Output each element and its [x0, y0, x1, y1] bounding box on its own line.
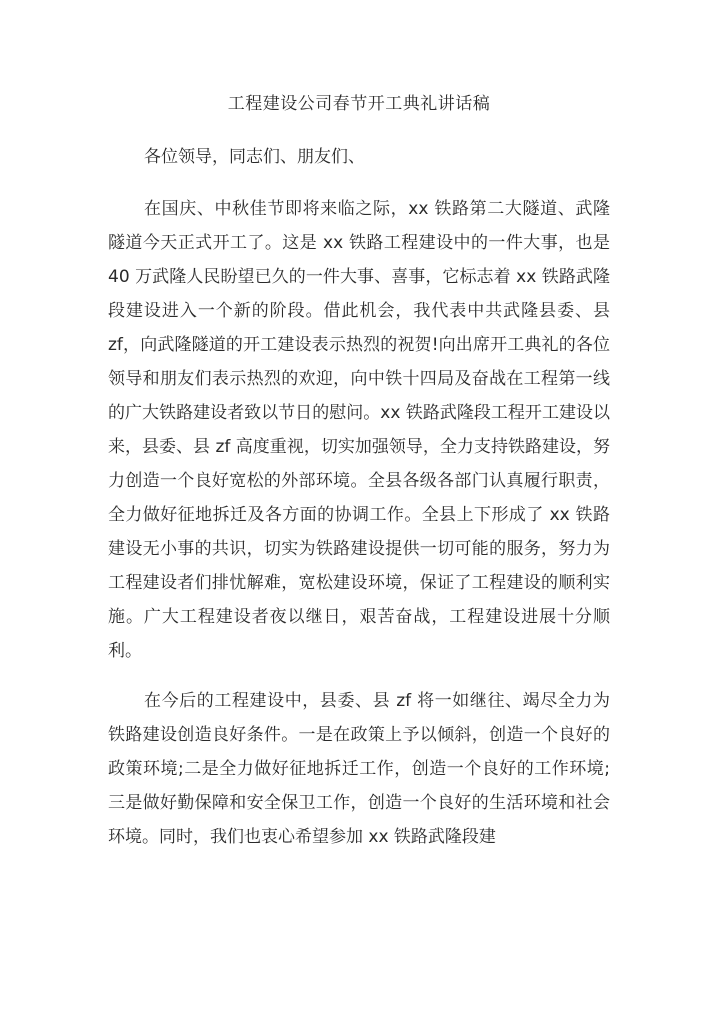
body-paragraph-1: 在国庆、中秋佳节即将来临之际，xx 铁路第二大隧道、武隆隧道今天正式开工了。这是 xx 铁路工程建设中的一件大事，也是 40 万武隆人民盼望已久的一件大事、喜事，它标志着 xx 铁路武隆段建设进入一个新的阶段。借此机会，我代表中共武隆县委、县 zf，向武隆隧道的开工建设表示热烈的祝贺!向出席开工典礼的各位领导和朋友们表示热烈的欢迎，向中铁十四局及奋战在工程第一线的广大铁路建设者致以节日的慰问。xx 铁路武隆段工程开工建设以来，县委、县 zf 高度重视，切实加强领导，全力支持铁路建设，努力创造一个良好宽松的外部环境。全县各级各部门认真履行职责，全力做好征地拆迁及各方面的协调工作。全县上下形成了 xx 铁路建设无小事的共识，切实为铁路建设提供一切可能的服务，努力为工程建设者们排忧解难，宽松建设环境，保证了工程建设的顺利实施。广大工程建设者夜以继日，艰苦奋战，工程建设进展十分顺利。 — [108, 199, 610, 661]
body-paragraph-2: 在今后的工程建设中，县委、县 zf 将一如继往、竭尽全力为铁路建设创造良好条件。一是在政策上予以倾斜，创造一个良好的政策环境;二是全力做好征地拆迁工作，创造一个良好的工作环境;三是做好勤保障和安全保卫工作，创造一个良好的生活环境和社会环境。同时，我们也衷心希望参加 xx 铁路武隆段建 — [108, 691, 610, 847]
document-title: 工程建设公司春节开工典礼讲话稿 — [227, 94, 491, 114]
salutation-paragraph: 各位领导，同志们、朋友们、 — [144, 147, 365, 167]
